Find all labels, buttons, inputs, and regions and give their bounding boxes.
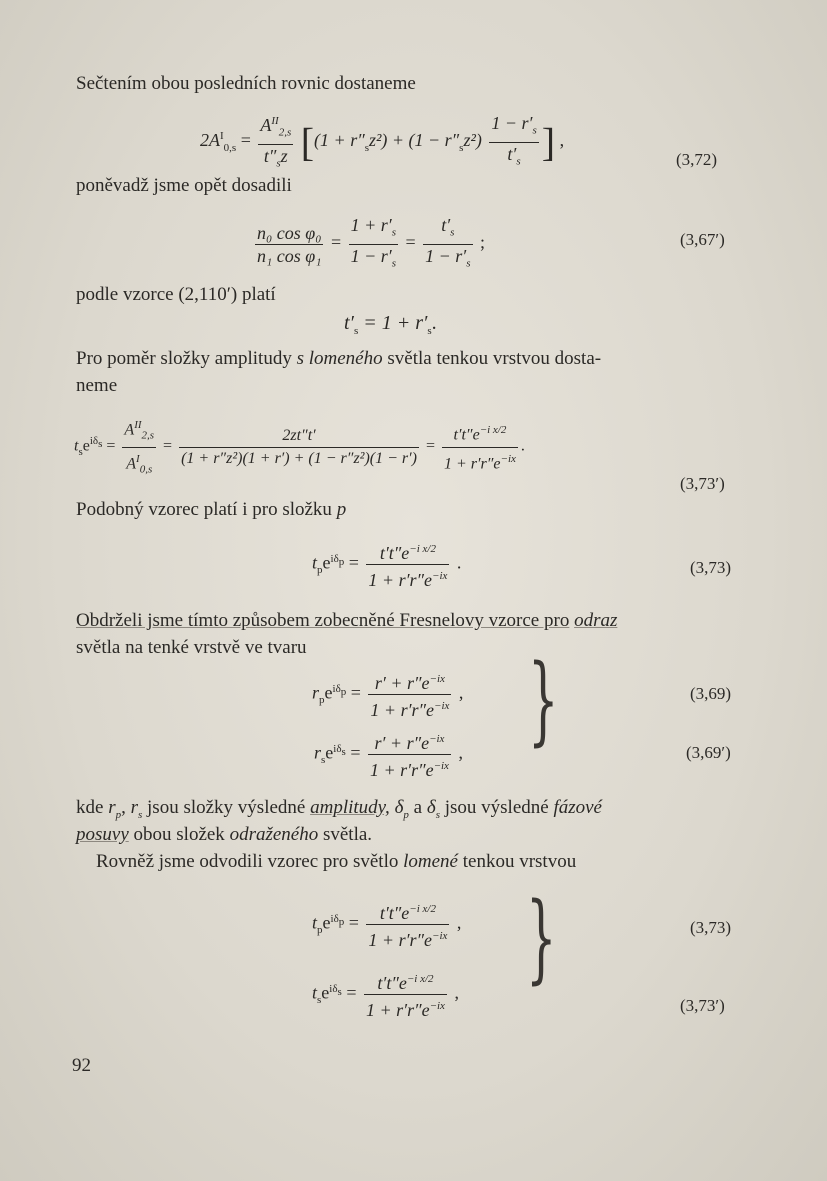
fraction xyxy=(255,222,323,267)
equals-sign: = xyxy=(106,437,116,455)
eq-term: t xyxy=(312,982,318,1003)
equation-3-67-prime xyxy=(252,214,485,274)
eq-sub: s xyxy=(78,445,83,458)
eq-term: t′t″e xyxy=(453,426,480,444)
eq-sub: s xyxy=(276,157,281,170)
eq-term: 1 + r′r″e xyxy=(444,454,501,472)
paragraph-text: kde xyxy=(76,797,104,818)
eq-sup: II xyxy=(271,115,279,127)
eq-term: A xyxy=(126,454,137,472)
curly-brace-icon: } xyxy=(528,644,559,756)
eq-sub: s xyxy=(98,438,103,451)
eq-term: r′ + r″e xyxy=(374,733,430,753)
equation-3-73-prime-repeat xyxy=(312,968,459,1021)
fraction-denominator xyxy=(368,694,451,721)
eq-sup: −ix xyxy=(429,1000,445,1012)
paragraph-text: tenkou vrstvou xyxy=(462,851,577,872)
paragraph-text: δ xyxy=(394,797,404,818)
paragraph-sub: p xyxy=(403,808,409,821)
eq-term: A xyxy=(260,115,272,135)
eq-sup: −i x/2 xyxy=(406,973,434,985)
paragraph-text: odraz xyxy=(574,610,618,631)
eq-sub: p xyxy=(319,694,325,707)
fraction-numerator: n₀ cos φ₀ xyxy=(257,222,322,243)
eq-sup: −ix xyxy=(432,570,448,582)
eq-term: iδ xyxy=(89,435,99,448)
eq-term: e xyxy=(322,912,331,933)
eq-term: e xyxy=(325,742,334,763)
fraction-denominator xyxy=(489,142,538,173)
eq-term: iδ xyxy=(330,912,339,925)
eq-term: 1 − r′ xyxy=(350,245,392,266)
paragraph-text: Podobný vzorec platí i pro složku xyxy=(76,499,332,520)
paragraph-text: jsou složky výsledné xyxy=(147,797,306,818)
eq-sub: 2,s xyxy=(141,429,155,442)
text-line xyxy=(96,848,576,875)
punctuation: , xyxy=(458,682,464,703)
equation-number: (3,73′) xyxy=(680,996,725,1015)
fraction xyxy=(349,214,398,274)
eq-term: e xyxy=(321,982,330,1003)
equals-sign: = xyxy=(330,232,342,253)
equals-sign: = xyxy=(350,682,361,703)
paragraph-text: neme xyxy=(76,375,118,396)
equation-number: (3,73) xyxy=(690,558,732,577)
eq-term: t xyxy=(74,437,79,455)
eq-sub: s xyxy=(532,124,537,137)
eq-term: 1 + r′ xyxy=(350,215,392,235)
eq-term: t′ xyxy=(344,312,354,334)
equation-3-69 xyxy=(312,668,463,721)
eq-term: t xyxy=(312,552,318,573)
eq-sup: −ix xyxy=(432,930,448,942)
fraction xyxy=(364,968,447,1021)
fraction xyxy=(122,414,156,480)
paragraph-text: podle vzorce (2,110′) platí xyxy=(76,284,276,305)
eq-sup xyxy=(332,682,347,698)
punctuation: . xyxy=(520,437,525,455)
eq-sub: s xyxy=(341,745,346,758)
fraction-numerator xyxy=(349,214,398,244)
eq-sup xyxy=(333,742,346,758)
fraction-denominator xyxy=(442,447,518,475)
paragraph-text: lomené xyxy=(403,851,458,872)
paragraph-sub: s xyxy=(138,808,143,821)
eq-sup xyxy=(330,912,345,928)
fraction-numerator xyxy=(368,728,451,754)
fraction-denominator xyxy=(366,924,449,951)
eq-term: r′ + r″e xyxy=(374,673,430,693)
eq-sup: I xyxy=(220,130,224,143)
paragraph-text: Rovněž jsme odvodili vzorec pro světlo xyxy=(96,851,399,872)
eq-term: 1 + r′r″e xyxy=(368,570,433,590)
punctuation: . xyxy=(431,312,437,334)
eq-term: 1 − r′ xyxy=(425,245,467,266)
text-line xyxy=(76,607,617,634)
eq-term: t′t″e xyxy=(379,903,410,923)
fraction-denominator: (1 + r″z²)(1 + r′) + (1 − r″z²)(1 − r′) xyxy=(179,447,419,470)
eq-term: r xyxy=(312,682,320,703)
eq-term: iδ xyxy=(332,682,341,695)
fraction-denominator xyxy=(366,564,449,591)
fraction-numerator xyxy=(366,898,449,924)
equals-sign: = xyxy=(346,982,357,1003)
fraction xyxy=(368,668,451,721)
text-line xyxy=(76,821,372,848)
eq-sup: −i x/2 xyxy=(409,903,436,915)
eq-sub: s xyxy=(353,325,359,337)
eq-sup: −ix xyxy=(429,733,445,745)
paragraph-text: Sečtením obou posledních rovnic dostaneme xyxy=(76,73,416,94)
eq-sup xyxy=(329,982,342,998)
text-line xyxy=(76,70,416,97)
eq-sub: 0,s xyxy=(223,141,237,154)
paragraph-text: , xyxy=(121,797,126,818)
eq-term: 1 + r′r″e xyxy=(369,760,434,780)
paragraph-text: odraženého xyxy=(229,824,319,845)
eq-sup: −ix xyxy=(433,760,449,772)
eq-term: t″ xyxy=(263,145,277,166)
fraction-denominator xyxy=(368,754,451,781)
equation-ts xyxy=(344,312,437,337)
fraction xyxy=(179,425,419,470)
fraction xyxy=(489,112,538,172)
eq-sub: p xyxy=(338,915,345,928)
paragraph-sub: s xyxy=(435,808,440,821)
eq-sup xyxy=(89,435,103,451)
eq-term: iδ xyxy=(330,552,339,565)
eq-sup: −i x/2 xyxy=(479,424,507,437)
eq-sup: −ix xyxy=(500,452,516,465)
eq-sup: II xyxy=(134,419,142,431)
paragraph-text: fázové xyxy=(553,797,602,818)
eq-sub: s xyxy=(391,226,396,239)
eq-sub: s xyxy=(450,226,455,239)
paragraph-text: a xyxy=(413,797,423,818)
fraction-denominator xyxy=(258,144,293,175)
paragraph-text: r xyxy=(130,797,138,818)
eq-sup: −ix xyxy=(429,673,445,685)
paragraph-text: obou složek xyxy=(133,824,225,845)
equation-3-73 xyxy=(312,538,461,591)
text-line xyxy=(76,372,117,399)
eq-sub: s xyxy=(317,994,322,1007)
fraction-numerator xyxy=(423,214,472,244)
paragraph-text: Obdrželi jsme tímto způsobem zobecněné Fresnelovy vzorce pro xyxy=(76,610,570,631)
text-line xyxy=(76,345,601,372)
paragraph-text: posuvy xyxy=(76,824,129,845)
paragraph-text: r xyxy=(108,797,116,818)
eq-term: z²) xyxy=(463,130,482,151)
equation-3-72: $2A^I_{0,s}$ = $\frac{A^{II}_{2,s}}{t''_sz}$ [$(1 + r''_sz^2) + (1 - r''_sz^2)$ $\frac{1 - r'_s}{t'_s}$ ] , xyxy=(200,110,564,174)
paragraph-text: p xyxy=(336,499,347,520)
equation-number: (3,72) xyxy=(676,150,718,169)
fraction-numerator xyxy=(442,419,518,446)
punctuation: , xyxy=(559,130,565,151)
eq-sup: −i x/2 xyxy=(409,543,436,555)
eq-sub: s xyxy=(391,257,396,270)
fraction xyxy=(366,898,449,951)
eq-term: iδ xyxy=(329,982,338,995)
equals-sign: = xyxy=(348,912,359,933)
punctuation: , xyxy=(458,742,463,763)
eq-term: = 1 + r′ xyxy=(363,312,428,334)
eq-sup xyxy=(330,552,345,568)
eq-sub: p xyxy=(317,564,323,577)
equals-sign: = xyxy=(425,437,435,455)
equation-number: (3,67′) xyxy=(680,230,725,249)
paragraph-text: poněvadž jsme opět dosadili xyxy=(76,175,292,196)
equation-3-73-prime xyxy=(74,414,525,480)
equals-sign: = xyxy=(163,437,173,455)
eq-sub: s xyxy=(466,257,471,270)
eq-term: 2A xyxy=(200,130,220,151)
eq-term: e xyxy=(82,437,90,455)
equals-sign: = xyxy=(348,552,359,573)
eq-term: z²) + (1 − r″ xyxy=(368,130,460,151)
eq-sub: p xyxy=(340,685,347,698)
eq-term: A xyxy=(124,421,135,439)
fraction-numerator xyxy=(258,110,293,144)
eq-sub: s xyxy=(321,754,326,767)
eq-term: t′t″e xyxy=(379,543,410,563)
punctuation: . xyxy=(456,552,462,573)
paragraph-text: s xyxy=(296,348,304,369)
eq-term: e xyxy=(324,682,333,703)
equation-3-73-repeat xyxy=(312,898,461,951)
eq-sup: −ix xyxy=(434,700,450,712)
eq-sub: s xyxy=(364,141,369,154)
eq-sub: s xyxy=(516,155,521,168)
eq-term: 1 + r′r″e xyxy=(365,1000,430,1020)
eq-term: t′ xyxy=(441,215,451,235)
fraction-denominator xyxy=(349,244,398,275)
eq-term: t′t″e xyxy=(377,973,407,993)
fraction-denominator xyxy=(364,994,447,1021)
eq-term: t′ xyxy=(507,143,517,164)
paragraph-text: světla na tenké vrstvě ve tvaru xyxy=(76,637,307,658)
fraction xyxy=(442,419,518,475)
paragraph-text: lomeného xyxy=(308,348,383,369)
fraction-denominator: n₁ cos φ₁ xyxy=(257,245,322,266)
equation-number: (3,73) xyxy=(690,918,732,937)
fraction-numerator xyxy=(364,968,447,994)
paragraph-text: Pro poměr složky amplitudy xyxy=(76,348,292,369)
eq-term: t xyxy=(312,912,318,933)
fraction-numerator xyxy=(366,538,449,564)
eq-term: (1 + r″ xyxy=(314,130,365,151)
fraction-numerator xyxy=(122,414,156,447)
eq-term: r xyxy=(314,742,322,763)
eq-sub: 0,s xyxy=(139,463,153,476)
fraction-denominator xyxy=(122,447,156,481)
eq-sub: p xyxy=(338,555,345,568)
fraction xyxy=(368,728,451,781)
paragraph-sub: p xyxy=(115,808,122,821)
eq-term: e xyxy=(322,552,331,573)
eq-sup: I xyxy=(136,452,140,465)
fraction-numerator xyxy=(489,112,538,142)
text-line xyxy=(76,281,276,308)
fraction-denominator xyxy=(423,244,472,275)
text-line xyxy=(76,634,307,661)
eq-term: 1 + r′r″e xyxy=(370,700,435,720)
eq-term: 1 + r′r″e xyxy=(368,930,433,950)
paragraph-text: jsou výsledné xyxy=(444,797,549,818)
fraction xyxy=(258,110,293,174)
eq-sub: s xyxy=(427,325,432,337)
text-line xyxy=(76,172,292,199)
equation-number: (3,69) xyxy=(690,684,732,703)
eq-term: z xyxy=(280,145,288,166)
eq-sub: s xyxy=(337,985,342,998)
equation-3-69-prime xyxy=(314,728,463,781)
punctuation: , xyxy=(456,912,462,933)
fraction xyxy=(423,214,472,274)
curly-brace-icon: } xyxy=(526,882,557,994)
paragraph-text: δ xyxy=(426,797,436,818)
eq-term: iδ xyxy=(333,742,342,755)
paragraph-text: amplitudy, xyxy=(310,797,390,818)
paragraph-text: světla tenkou vrstvou dosta- xyxy=(387,348,602,369)
equation-number: (3,73′) xyxy=(680,474,725,493)
page-number: 92 xyxy=(72,1055,91,1076)
eq-sub: s xyxy=(459,141,464,154)
fraction-numerator: 2zt″t′ xyxy=(282,426,316,444)
fraction xyxy=(366,538,449,591)
eq-sub: 2,s xyxy=(278,126,292,139)
punctuation: , xyxy=(454,982,459,1003)
fraction-numerator xyxy=(368,668,451,694)
text-line xyxy=(76,496,346,523)
eq-sub: p xyxy=(317,924,323,937)
eq-term: 1 − r′ xyxy=(491,113,533,133)
equals-sign: = xyxy=(350,742,361,763)
punctuation: ; xyxy=(480,232,486,253)
equals-sign: = xyxy=(405,232,416,253)
equals-sign: = xyxy=(240,130,251,151)
equation-number: (3,69′) xyxy=(686,743,731,762)
paragraph-text: světla. xyxy=(322,824,373,845)
